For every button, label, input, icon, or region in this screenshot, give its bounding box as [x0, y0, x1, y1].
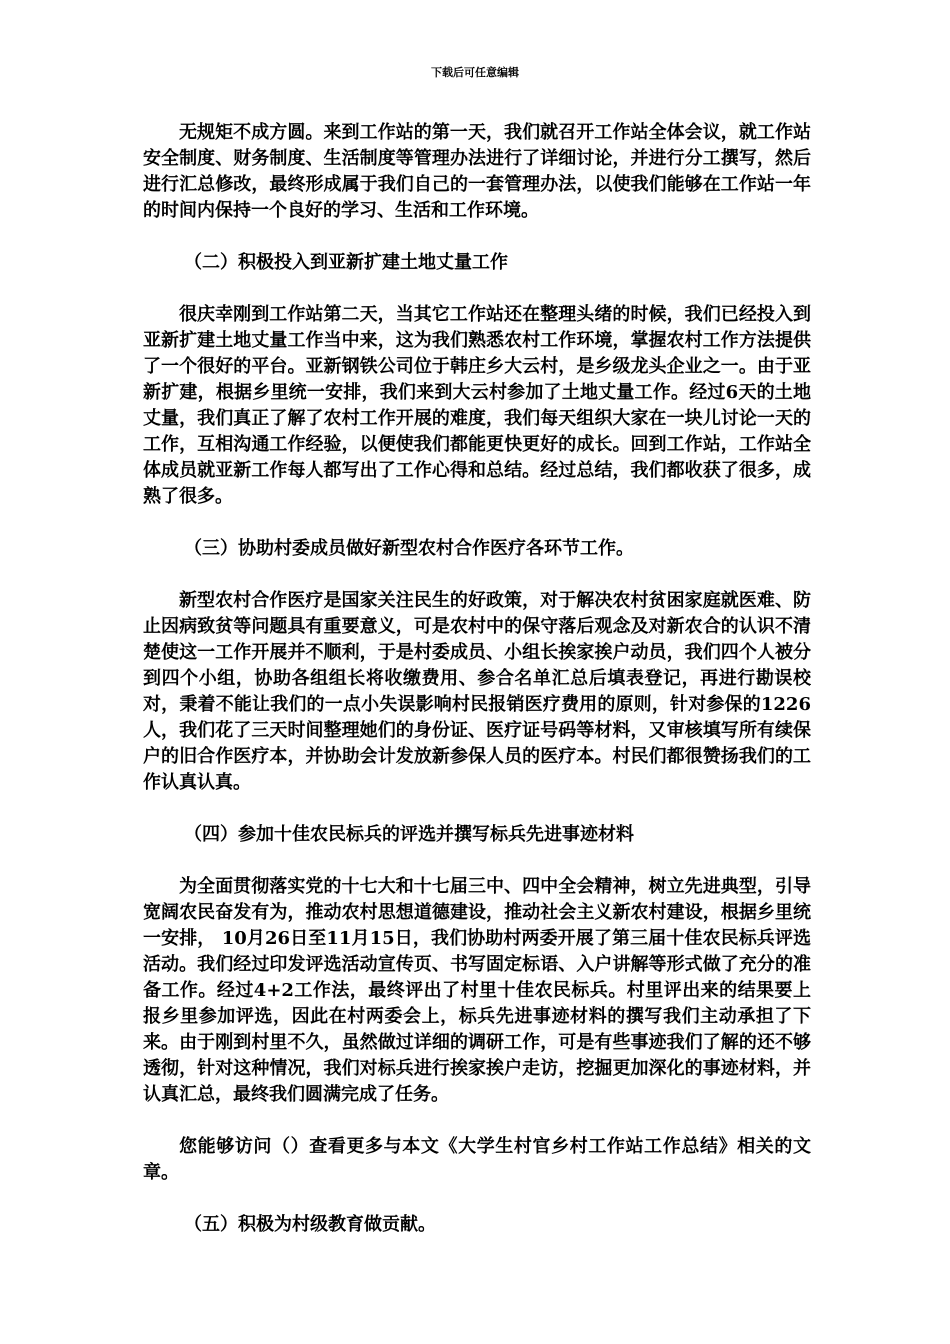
- page-header-note: 下载后可任意编辑: [431, 66, 519, 79]
- section-heading-5: （五）积极为村级教育做贡献。: [184, 1214, 436, 1235]
- section-heading-3: （三）协助村委成员做好新型农村合作医疗各环节工作。: [184, 538, 634, 559]
- paragraph-land-survey: 很庆幸刚到工作站第二天，当其它工作站还在整理头绪的时候，我们已经投入到亚新扩建土地丈量工作当中来，这为我们熟悉农村工作环境，掌握农村工作方法提供了一个很好的平台。亚新钢铁公司位于韩庄乡大云村，是乡级龙头企业之一。由于亚新扩建，根据乡里统一安排，我们来到大云村参加了土地丈量工作。经过6天的土地丈量，我们真正了解了农村工作开展的难度，我们每天组织大家在一块儿讨论一天的工作，互相沟通工作经验，以便使我们都能更快更好的成长。回到工作站，工作站全体成员就亚新工作每人都写出了工作心得和总结。经过总结，我们都收获了很多，成熟了很多。: [143, 304, 811, 507]
- paragraph-model-farmers: 为全面贯彻落实党的十七大和十七届三中、四中全会精神，树立先进典型，引导宽阔农民奋发有为，推动农村思想道德建设，推动社会主义新农村建设，根据乡里统一安排， 10月26日至11月15日，我们协助村两委开展了第三届十佳农民标兵评选活动。我们经过印发评选活动宣传页、书写固定标语、入户讲解等形式做了充分的准备工作。经过4+2工作法，最终评出了村里十佳农民标兵。村里评出来的结果要上报乡里参加评选，因此在村两委会上，标兵先进事迹材料的撰写我们主动承担了下来。由于刚到村里不久，虽然做过详细的调研工作，可是有些事迹我们了解的还不够透彻，针对这种情况，我们对标兵进行挨家挨户走访，挖掘更加深化的事迹材料，并认真汇总，最终我们圆满完成了任务。: [143, 876, 811, 1105]
- section-heading-4: （四）参加十佳农民标兵的评选并撰写标兵先进事迹材料: [184, 824, 634, 845]
- paragraph-rural-medical: 新型农村合作医疗是国家关注民生的好政策，对于解决农村贫困家庭就医难、防止因病致贫等问题具有重要意义，可是农村中的保守落后观念及对新农合的认识不清楚使这一工作开展并不顺利，于是村委成员、小组长挨家挨户动员，我们四个人被分到四个小组，协助各组组长将收缴费用、参合名单汇总后填表登记，再进行勘误校对，秉着不能让我们的一点小失误影响村民报销医疗费用的原则，针对参保的1226人，我们花了三天时间整理她们的身份证、医疗证号码等材料，又审核填写所有续保户的旧合作医疗本，并协助会计发放新参保人员的医疗本。村民们都很赞扬我们的工作认真认真。: [143, 590, 811, 793]
- document-body: [143, 120, 811, 1238]
- paragraph-more-articles: 您能够访问（）查看更多与本文《大学生村官乡村工作站工作总结》相关的文章。: [143, 1136, 811, 1183]
- paragraph-management-rules: 无规矩不成方圆。来到工作站的第一天，我们就召开工作站全体会议，就工作站安全制度、财务制度、生活制度等管理办法进行了详细讨论，并进行分工撰写，然后进行汇总修改，最终形成属于我们自己的一套管理办法，以使我们能够在工作站一年的时间内保持一个良好的学习、生活和工作环境。: [143, 122, 811, 221]
- section-heading-2: （二）积极投入到亚新扩建土地丈量工作: [184, 252, 508, 273]
